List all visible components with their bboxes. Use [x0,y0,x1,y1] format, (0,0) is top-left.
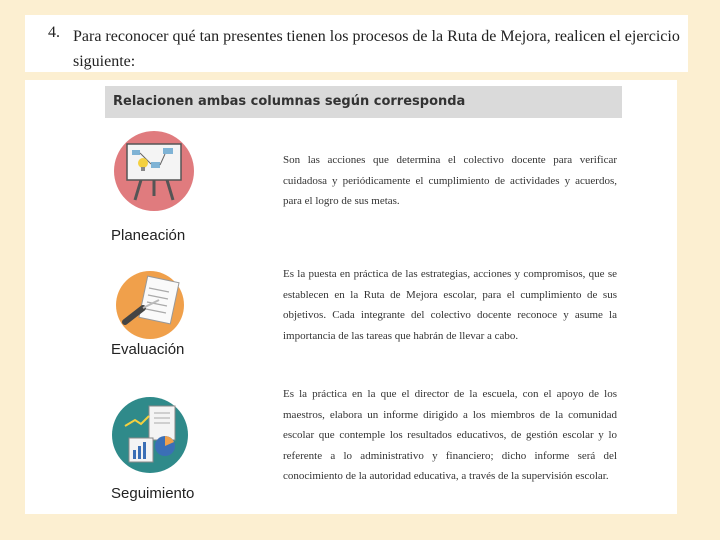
term-evaluacion: Evaluación [111,341,185,358]
instruction-text: Relacionen ambas columnas según corresponda [113,94,466,109]
planning-board-icon [113,130,195,216]
exercise-card [25,80,677,514]
term-seguimiento: Seguimiento [111,485,195,502]
evaluation-checklist-icon [115,270,185,344]
question-text: Para reconocer qué tan presentes tienen los procesos de la Ruta de Mejora, realicen el ejercicio siguiente: [73,28,680,70]
description-3: Es la práctica en la que el director de la escuela, con el apoyo de los maestros, elabora un informe dirigido a los miembros de la comunidad escolar que contemple los resultados educativos, de gestión escolar y lo referente a lo administrativo y financiero; dicho informe será del conocimiento de la autoridad educativa, a través de la supervisión escolar. [283,388,617,482]
description-2: Es la puesta en práctica de las estrategias, acciones y compromisos, que se establecen en la Ruta de Mejora escolar, para el cumplimiento de sus objetivos. Cada integrante del colectivo docente reconoce y asume la importancia de las tareas que habrán de llevar a cabo. [283,268,617,342]
tracking-report-icon [111,396,189,478]
question-number: 4. [48,24,60,41]
instruction-banner [105,86,622,118]
term-planeacion: Planeación [111,227,186,244]
description-1: Son las acciones que determina el colectivo docente para verificar cuidadosa y periódicamente el cumplimiento de actividades y acuerdos, para el logro de sus metas. [283,154,617,207]
question-card [25,15,688,72]
